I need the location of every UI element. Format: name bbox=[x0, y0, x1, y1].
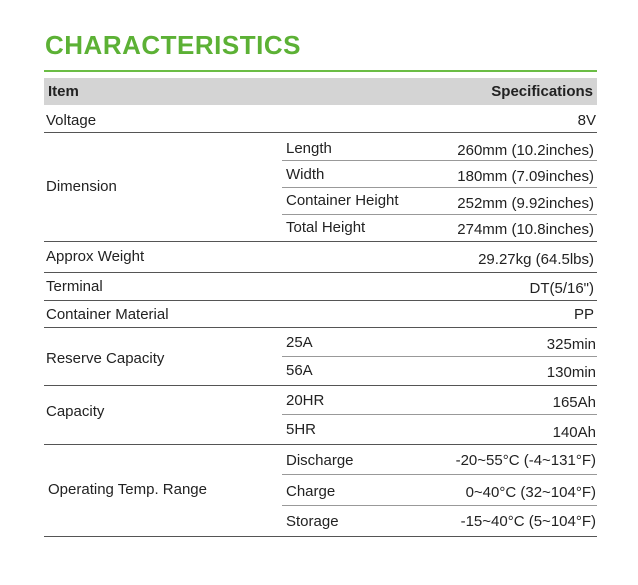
divider bbox=[282, 356, 597, 357]
divider bbox=[44, 327, 597, 328]
sub-value-20hr: 165Ah bbox=[552, 394, 596, 411]
page-title: CHARACTERISTICS bbox=[45, 30, 301, 60]
sub-label-storage: Storage bbox=[286, 513, 339, 530]
row-value-material: PP bbox=[573, 306, 594, 323]
sub-label-charge: Charge bbox=[286, 483, 336, 500]
row-label-voltage: Voltage bbox=[46, 112, 97, 129]
row-label-reserve-capacity: Reserve Capacity bbox=[46, 350, 165, 367]
divider bbox=[282, 474, 597, 475]
row-label-material: Container Material bbox=[46, 306, 169, 323]
sub-value-56a: 130min bbox=[546, 364, 596, 381]
divider bbox=[44, 444, 597, 445]
divider bbox=[282, 187, 597, 188]
row-value-terminal: DT(5/16") bbox=[529, 280, 594, 297]
sub-label-discharge: Discharge bbox=[286, 452, 354, 469]
row-label-temp-range: Operating Temp. Range bbox=[48, 481, 207, 498]
header-specifications: Specifications bbox=[491, 83, 593, 100]
table-header bbox=[44, 78, 597, 105]
row-label-terminal: Terminal bbox=[46, 278, 103, 295]
sub-label-total-height: Total Height bbox=[286, 219, 366, 236]
divider bbox=[44, 385, 597, 386]
row-label-weight: Approx Weight bbox=[46, 248, 145, 265]
header-item: Item bbox=[48, 83, 79, 100]
sub-value-charge: 0~40°C (32~104°F) bbox=[465, 484, 596, 501]
divider bbox=[44, 132, 597, 133]
sub-value-length: 260mm (10.2inches) bbox=[457, 142, 594, 159]
divider bbox=[282, 505, 597, 506]
table-bottom-border bbox=[44, 536, 597, 537]
sub-value-container-height: 252mm (9.92inches) bbox=[457, 195, 594, 212]
sub-value-total-height: 274mm (10.8inches) bbox=[457, 221, 594, 238]
row-value-voltage: 8V bbox=[577, 112, 596, 129]
divider bbox=[44, 241, 597, 242]
divider bbox=[282, 160, 597, 161]
sub-label-56a: 56A bbox=[286, 362, 313, 379]
divider bbox=[44, 300, 597, 301]
divider bbox=[282, 414, 597, 415]
row-value-weight: 29.27kg (64.5lbs) bbox=[478, 251, 594, 268]
sub-value-storage: -15~40°C (5~104°F) bbox=[460, 513, 596, 530]
sub-label-length: Length bbox=[286, 140, 332, 157]
sub-value-5hr: 140Ah bbox=[552, 424, 596, 441]
sub-value-discharge: -20~55°C (-4~131°F) bbox=[455, 452, 596, 469]
title-underline bbox=[44, 70, 597, 72]
sub-value-25a: 325min bbox=[546, 336, 596, 353]
divider bbox=[44, 272, 597, 273]
sub-label-container-height: Container Height bbox=[286, 192, 399, 209]
divider bbox=[282, 214, 597, 215]
row-label-dimension: Dimension bbox=[46, 178, 117, 195]
sub-value-width: 180mm (7.09inches) bbox=[457, 168, 594, 185]
sub-label-5hr: 5HR bbox=[286, 421, 317, 438]
row-label-capacity: Capacity bbox=[46, 403, 105, 420]
sub-label-25a: 25A bbox=[286, 334, 313, 351]
sub-label-20hr: 20HR bbox=[286, 392, 325, 409]
sub-label-width: Width bbox=[286, 166, 325, 183]
